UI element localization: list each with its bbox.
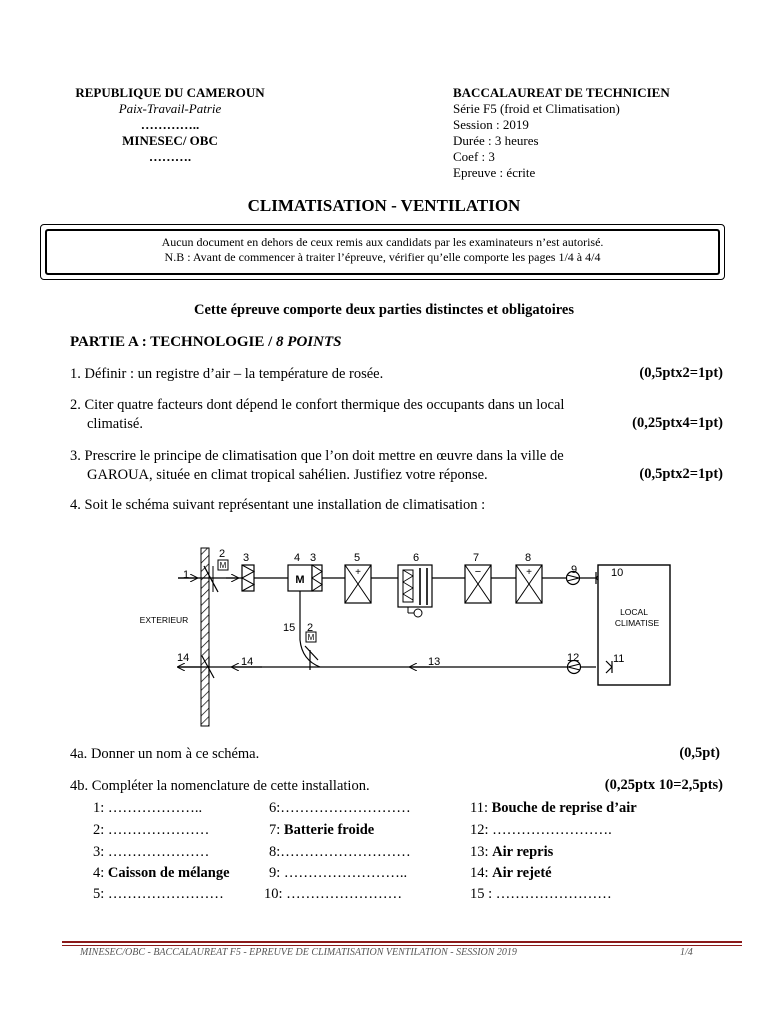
label-2: 2 bbox=[219, 548, 226, 560]
label-11: 11 bbox=[613, 653, 625, 665]
nom-15-label: 15 : …………………… bbox=[470, 886, 612, 902]
question-3 bbox=[70, 447, 564, 485]
recirculation-damper-motor-label: M bbox=[307, 633, 315, 642]
nomenclature-9 bbox=[269, 865, 407, 882]
nom-12-label: 12: ……………………. bbox=[470, 822, 612, 838]
question-3-points: (0,5ptx2=1pt) bbox=[639, 466, 723, 482]
nomenclature-2 bbox=[93, 822, 209, 839]
nom-13-answer: Air repris bbox=[492, 844, 554, 860]
question-4a-points: (0,5pt) bbox=[679, 745, 720, 761]
question-3-line-2: GAROUA, située en climat tropical sahélien. Justifiez votre réponse. bbox=[87, 467, 488, 483]
part-a-label: PARTIE A : TECHNOLOGIE / bbox=[70, 334, 273, 350]
nom-3-label: 3: ………………… bbox=[93, 844, 210, 860]
room-label-2: CLIMATISE bbox=[614, 618, 660, 628]
label-3b: 3 bbox=[310, 552, 317, 564]
label-7: 7 bbox=[473, 552, 480, 564]
nomenclature-1 bbox=[93, 800, 202, 817]
nomenclature-8 bbox=[269, 844, 411, 861]
nom-6-label: 6:……………………… bbox=[269, 800, 411, 816]
page-number: 1/4 bbox=[680, 947, 693, 958]
label-12: 12 bbox=[567, 652, 580, 664]
nomenclature-4 bbox=[93, 865, 230, 882]
notice-line-2: N.B : Avant de commencer à traiter l’épreuve, vérifier qu’elle comporte les pages 1/4 à 4/4 bbox=[164, 250, 601, 264]
nom-11-answer: Bouche de reprise d’air bbox=[491, 800, 637, 816]
question-4a-text: Donner un nom à ce schéma. bbox=[90, 746, 260, 762]
nom-4-label: 4: bbox=[93, 865, 108, 881]
label-1: 1 bbox=[183, 569, 190, 581]
dots-2: ………. bbox=[148, 149, 192, 164]
filter-2 bbox=[312, 565, 322, 591]
nomenclature-12 bbox=[470, 822, 612, 839]
question-3-number: 3. bbox=[70, 448, 81, 464]
nomenclature-3 bbox=[93, 844, 209, 861]
reheat-plus-symbol: + bbox=[526, 567, 532, 578]
country-name: REPUBLIQUE DU CAMEROUN bbox=[75, 85, 265, 100]
question-1-number: 1. bbox=[70, 366, 81, 382]
motto: Paix-Travail-Patrie bbox=[118, 101, 222, 116]
document-title: CLIMATISATION - VENTILATION bbox=[247, 196, 521, 215]
nom-9-label: 9: …………………….. bbox=[269, 865, 408, 881]
exterior-wall bbox=[201, 548, 209, 726]
question-4a bbox=[70, 745, 259, 764]
question-1 bbox=[70, 365, 383, 384]
footer-text: MINESEC/OBC - BACCALAUREAT F5 - EPREUVE DE CLIMATISATION VENTILATION - SESSION 2019 bbox=[80, 947, 517, 958]
cooling-minus-symbol: − bbox=[474, 566, 482, 578]
nomenclature-10 bbox=[264, 886, 402, 903]
question-2-line-1: Citer quatre facteurs dont dépend le confort thermique des occupants dans un local bbox=[84, 397, 565, 413]
label-8: 8 bbox=[525, 552, 532, 564]
exam-duration: Durée : 3 heures bbox=[453, 133, 539, 148]
humidifier bbox=[398, 565, 432, 617]
nom-10-label: 10: …………………… bbox=[264, 886, 403, 902]
preheat-plus-symbol: + bbox=[355, 567, 361, 578]
label-14b: 14 bbox=[241, 656, 254, 668]
nomenclature-13 bbox=[470, 844, 553, 861]
nomenclature-11 bbox=[470, 800, 637, 817]
question-4a-number: 4a. bbox=[70, 746, 88, 762]
exam-name: BACCALAUREAT DE TECHNICIEN bbox=[453, 85, 670, 100]
question-4b-text: Compléter la nomenclature de cette installation. bbox=[91, 778, 370, 794]
label-9: 9 bbox=[571, 564, 578, 576]
room-label-1: LOCAL bbox=[620, 607, 648, 617]
question-2-number: 2. bbox=[70, 397, 81, 413]
exam-serie: Série F5 (froid et Climatisation) bbox=[453, 101, 620, 116]
label-14a: 14 bbox=[177, 652, 190, 664]
question-4b-points: (0,25ptx 10=2,5pts) bbox=[604, 777, 723, 793]
question-3-line-1: Prescrire le principe de climatisation que l’on doit mettre en œuvre dans la ville de bbox=[84, 448, 564, 464]
question-2-line-2: climatisé. bbox=[87, 416, 143, 432]
question-1-text: Définir : un registre d’air – la température de rosée. bbox=[84, 366, 384, 382]
nom-8-label: 8:……………………… bbox=[269, 844, 411, 860]
question-2 bbox=[70, 396, 564, 434]
question-2-points: (0,25ptx4=1pt) bbox=[632, 415, 723, 431]
label-15: 15 bbox=[283, 622, 296, 634]
dots-1: ………….. bbox=[140, 117, 200, 132]
header-right bbox=[453, 85, 753, 181]
header-left bbox=[60, 85, 280, 165]
label-6: 6 bbox=[413, 552, 420, 564]
label-5: 5 bbox=[354, 552, 361, 564]
question-4-number: 4. bbox=[70, 497, 81, 513]
damper-motor-label: M bbox=[219, 561, 227, 570]
nomenclature-14 bbox=[470, 865, 552, 882]
label-3: 3 bbox=[243, 552, 250, 564]
climatisation-schematic bbox=[0, 540, 768, 730]
nomenclature-5 bbox=[93, 886, 224, 903]
exam-session: Session : 2019 bbox=[453, 117, 529, 132]
question-4-text: Soit le schéma suivant représentant une installation de climatisation : bbox=[84, 497, 486, 513]
intro-text: Cette épreuve comporte deux parties distinctes et obligatoires bbox=[193, 302, 574, 318]
exam-type: Epreuve : écrite bbox=[453, 165, 536, 180]
part-a-points: 8 POINTS bbox=[276, 334, 342, 350]
nom-13-label: 13: bbox=[470, 844, 493, 860]
notice-box bbox=[40, 224, 725, 280]
filter-1 bbox=[242, 565, 254, 591]
nom-11-label: 11: bbox=[470, 800, 492, 816]
part-a-heading bbox=[70, 334, 341, 351]
nomenclature-15 bbox=[470, 886, 612, 903]
label-13: 13 bbox=[428, 656, 441, 668]
nom-7-label: 7: bbox=[269, 822, 284, 838]
nom-7-answer: Batterie froide bbox=[283, 822, 375, 838]
question-4b-number: 4b. bbox=[70, 778, 89, 794]
label-4: 4 bbox=[294, 552, 301, 564]
mixing-box-label: M bbox=[295, 574, 305, 586]
nom-14-label: 14: bbox=[470, 865, 493, 881]
nom-4-answer: Caisson de mélange bbox=[107, 865, 230, 881]
label-10: 10 bbox=[611, 567, 624, 579]
nom-14-answer: Air rejeté bbox=[492, 865, 552, 881]
footer-rule-thick bbox=[62, 941, 742, 943]
exam-coef: Coef : 3 bbox=[453, 149, 495, 164]
question-4 bbox=[70, 496, 485, 515]
exterior-label: EXTERIEUR bbox=[139, 615, 189, 625]
footer-rule-thin bbox=[62, 945, 742, 946]
question-1-points: (0,5ptx2=1pt) bbox=[639, 365, 723, 381]
nom-1-label: 1: ……………….. bbox=[93, 800, 203, 816]
ministry: MINESEC/ OBC bbox=[122, 133, 218, 148]
nomenclature-7 bbox=[269, 822, 374, 839]
nomenclature-6 bbox=[269, 800, 411, 817]
notice-inner bbox=[45, 229, 720, 275]
nom-2-label: 2: ………………… bbox=[93, 822, 210, 838]
question-4b bbox=[70, 777, 370, 796]
nom-5-label: 5: …………………… bbox=[93, 886, 224, 902]
notice-line-1: Aucun document en dehors de ceux remis aux candidats par les examinateurs n’est autorisé. bbox=[161, 235, 604, 249]
label-2b: 2 bbox=[307, 622, 314, 634]
